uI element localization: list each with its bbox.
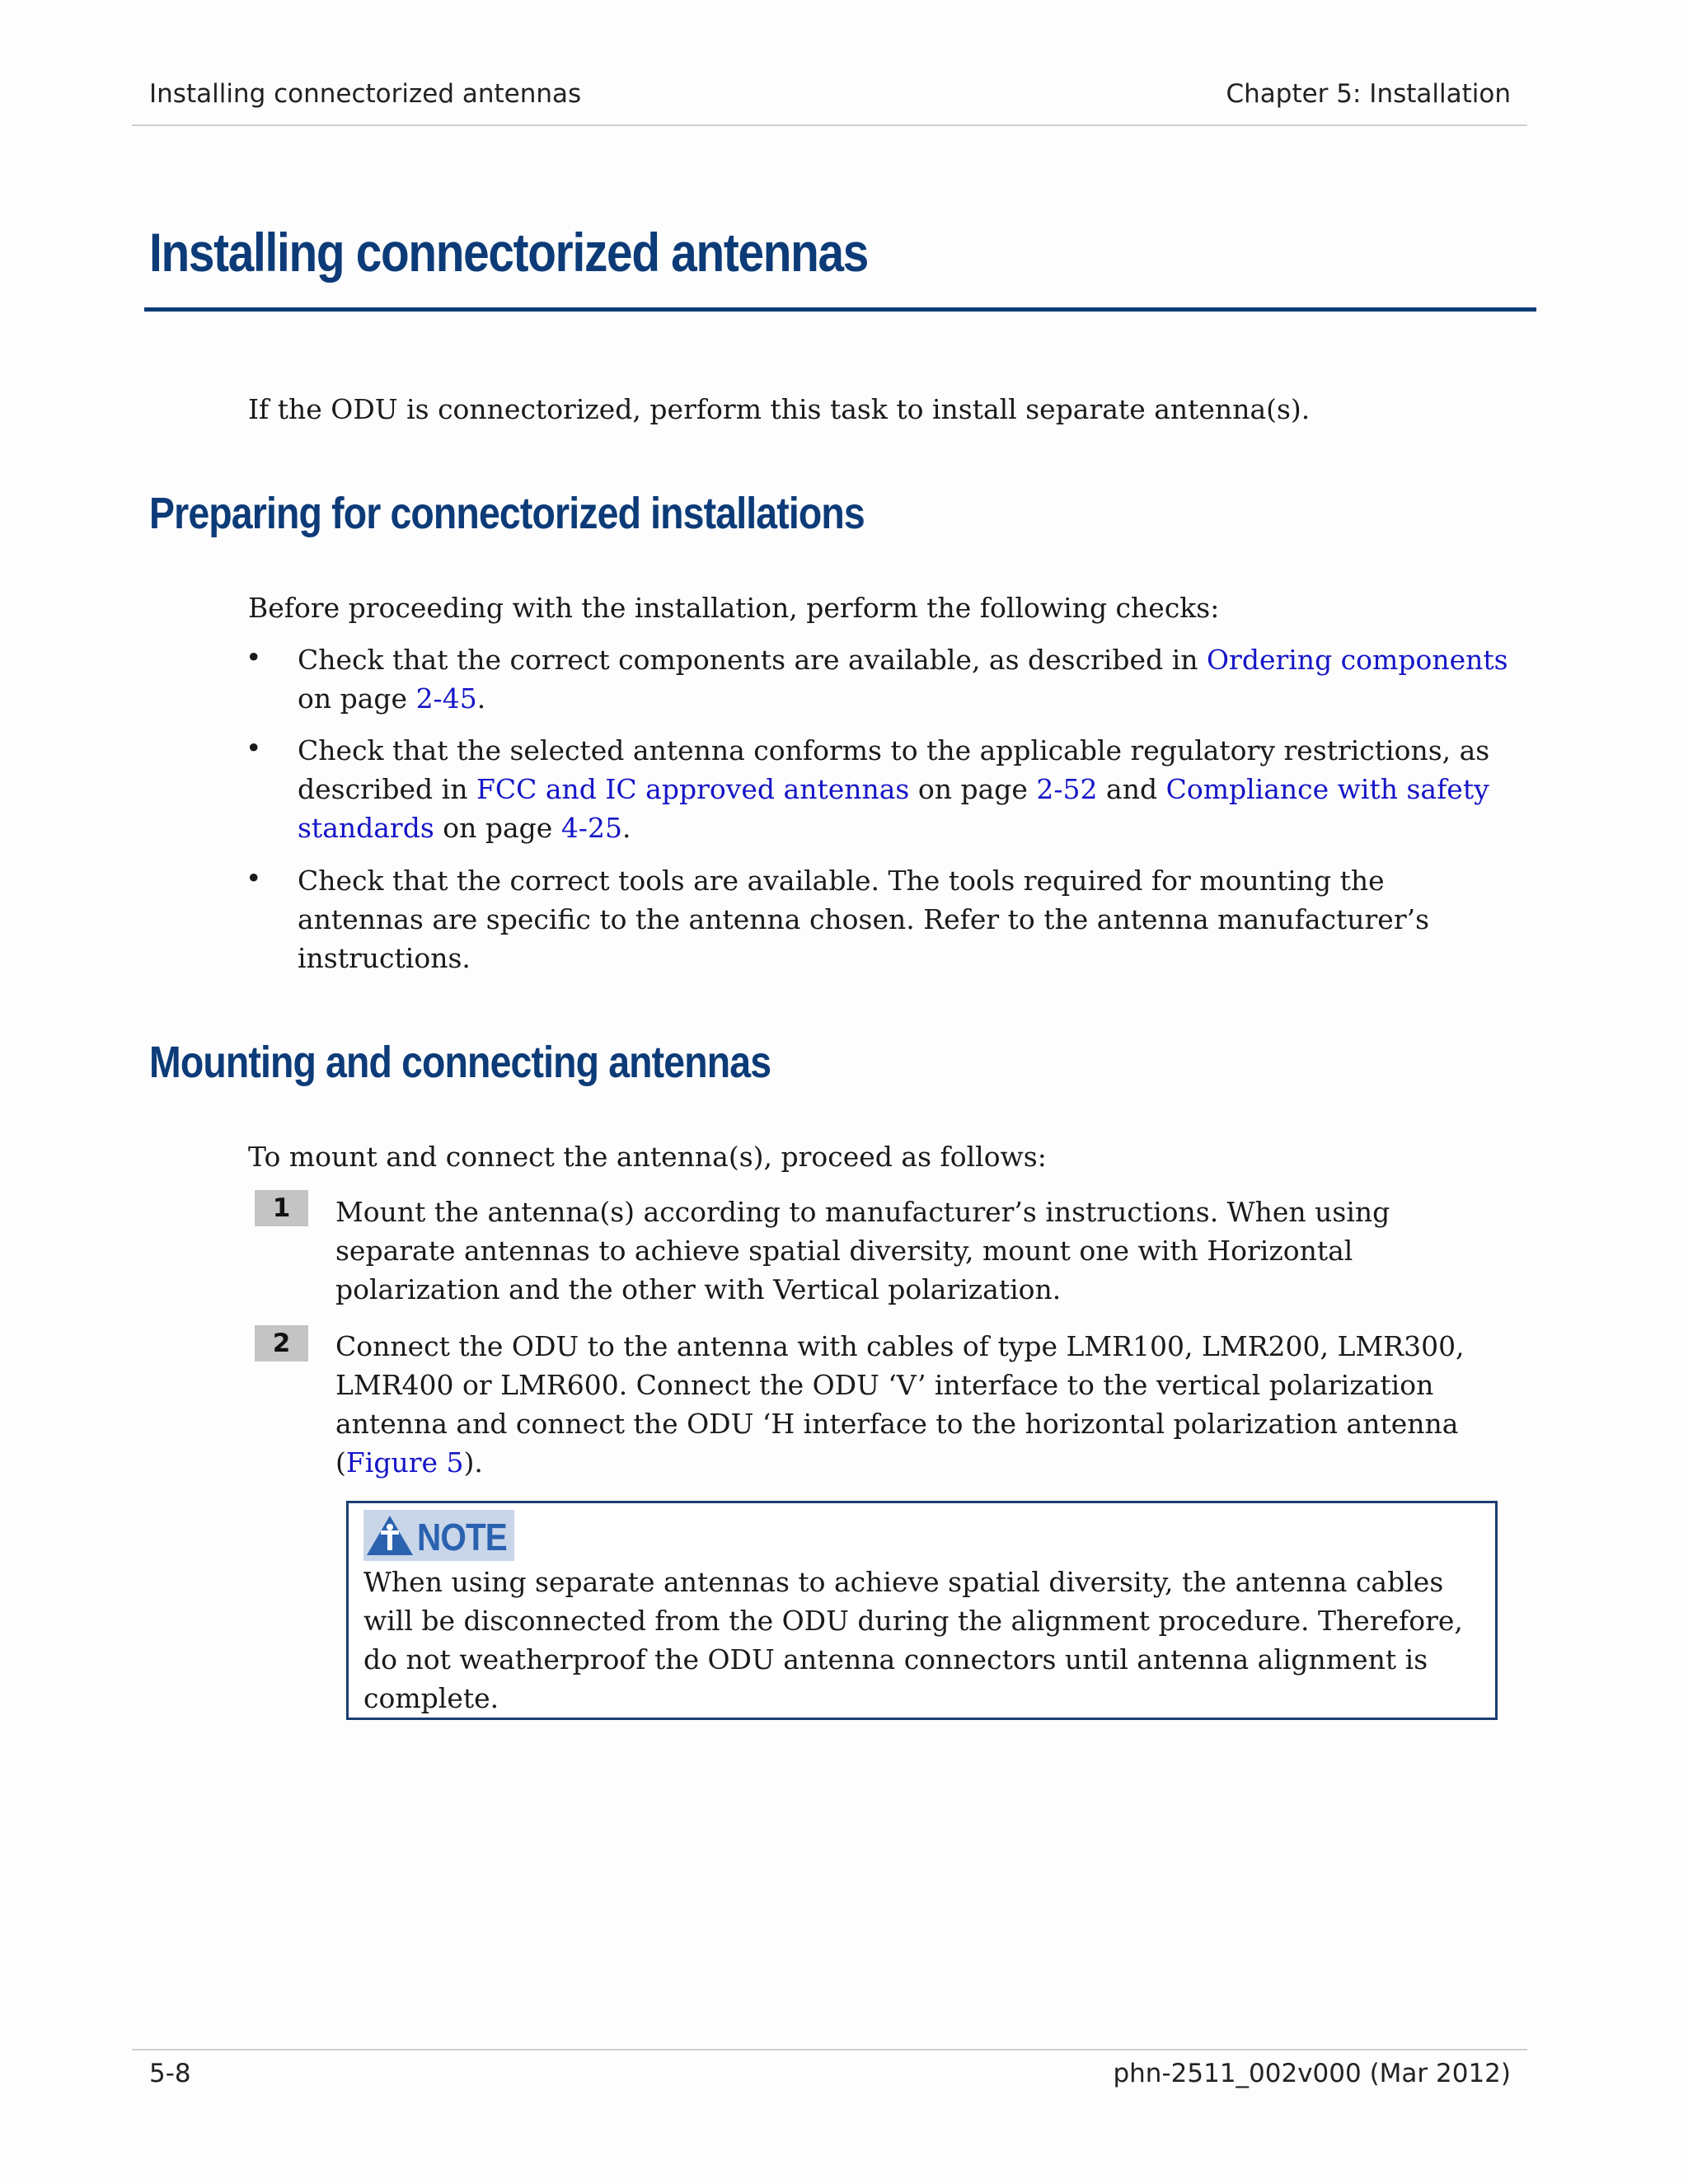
step-text: Connect the ODU to the antenna with cables of type LMR100, LMR200, LMR300, LMR400 or LMR600. Connect the ODU ‘V’ interface to the vertical polarization antenna and connect the ODU ‘H interface to the horizontal polarization antenna ( <box>335 1330 1465 1479</box>
link-figure-5[interactable]: Figure 5 <box>345 1446 464 1479</box>
step-text: ). <box>463 1446 483 1479</box>
note-label-banner <box>363 1510 514 1561</box>
step-number-badge: 1 <box>255 1190 308 1226</box>
mounting-lead: To mount and connect the antenna(s), proceed as follows: <box>248 1141 1047 1173</box>
note-body: When using separate antennas to achieve spatial diversity, the antenna cables will be disconnected from the ODU during the alignment procedure. Therefore, do not weatherproof the ODU antenna connectors until antenna alignment is complete. <box>363 1566 1463 1714</box>
running-header-chapter: Chapter 5: Installation <box>1226 79 1511 109</box>
running-header-title: Installing connectorized antennas <box>149 79 582 109</box>
footer-divider <box>132 2049 1527 2050</box>
page-number: 5-8 <box>149 2059 191 2088</box>
link-compliance-safety[interactable]: Compliance with safety standards <box>298 773 1489 844</box>
header-divider <box>132 124 1527 126</box>
link-page-4-25[interactable]: 4-25 <box>560 812 622 844</box>
link-ordering-components[interactable]: Ordering components <box>1207 644 1508 676</box>
bullet-marker: • <box>246 641 262 673</box>
link-fcc-ic-antennas[interactable]: FCC and IC approved antennas <box>476 773 910 805</box>
bullet-text: and <box>1097 773 1166 805</box>
section-heading-mounting: Mounting and connecting antennas <box>149 1038 771 1087</box>
note-label-text: NOTE <box>417 1516 507 1558</box>
bullet-text: . <box>476 682 486 715</box>
step-2-text <box>335 1327 1498 1482</box>
preparing-lead: Before proceeding with the installation, perform the following checks: <box>248 592 1220 624</box>
note-callout <box>346 1501 1498 1720</box>
bullet-item-tools: Check that the correct tools are available. The tools required for mounting the antennas are specific to the antenna chosen. Refer to the antenna manufacturer’s instructions. <box>298 865 1430 974</box>
bullet-text: Check that the selected antenna conforms to the applicable regulatory restrictions, as described in <box>298 734 1490 805</box>
intro-paragraph: If the ODU is connectorized, perform this task to install separate antenna(s). <box>248 393 1311 425</box>
link-page-2-52[interactable]: 2-52 <box>1036 773 1098 805</box>
bullet-item-regulatory <box>298 731 1517 847</box>
bullet-marker: • <box>246 862 262 894</box>
link-page-2-45[interactable]: 2-45 <box>415 682 477 715</box>
step-number-badge: 2 <box>255 1325 308 1361</box>
title-underline <box>144 307 1536 312</box>
bullet-text: on page <box>909 773 1037 805</box>
page-title: Installing connectorized antennas <box>149 222 869 283</box>
bullet-text: on page <box>434 812 561 844</box>
bullet-text: on page <box>298 682 416 715</box>
bullet-item-components <box>298 640 1534 718</box>
bullet-text: Check that the correct components are available, as described in <box>298 644 1207 676</box>
step-1-text: Mount the antenna(s) according to manufacturer’s instructions. When using separate antennas to achieve spatial diversity, mount one with Horizontal polarization and the other with Vertical polarization. <box>335 1196 1390 1305</box>
bullet-text: . <box>621 812 631 844</box>
bullet-marker: • <box>246 732 262 764</box>
warning-triangle-icon <box>365 1514 415 1557</box>
section-heading-preparing: Preparing for connectorized installations <box>149 489 865 538</box>
document-id: phn-2511_002v000 (Mar 2012) <box>1113 2059 1511 2088</box>
